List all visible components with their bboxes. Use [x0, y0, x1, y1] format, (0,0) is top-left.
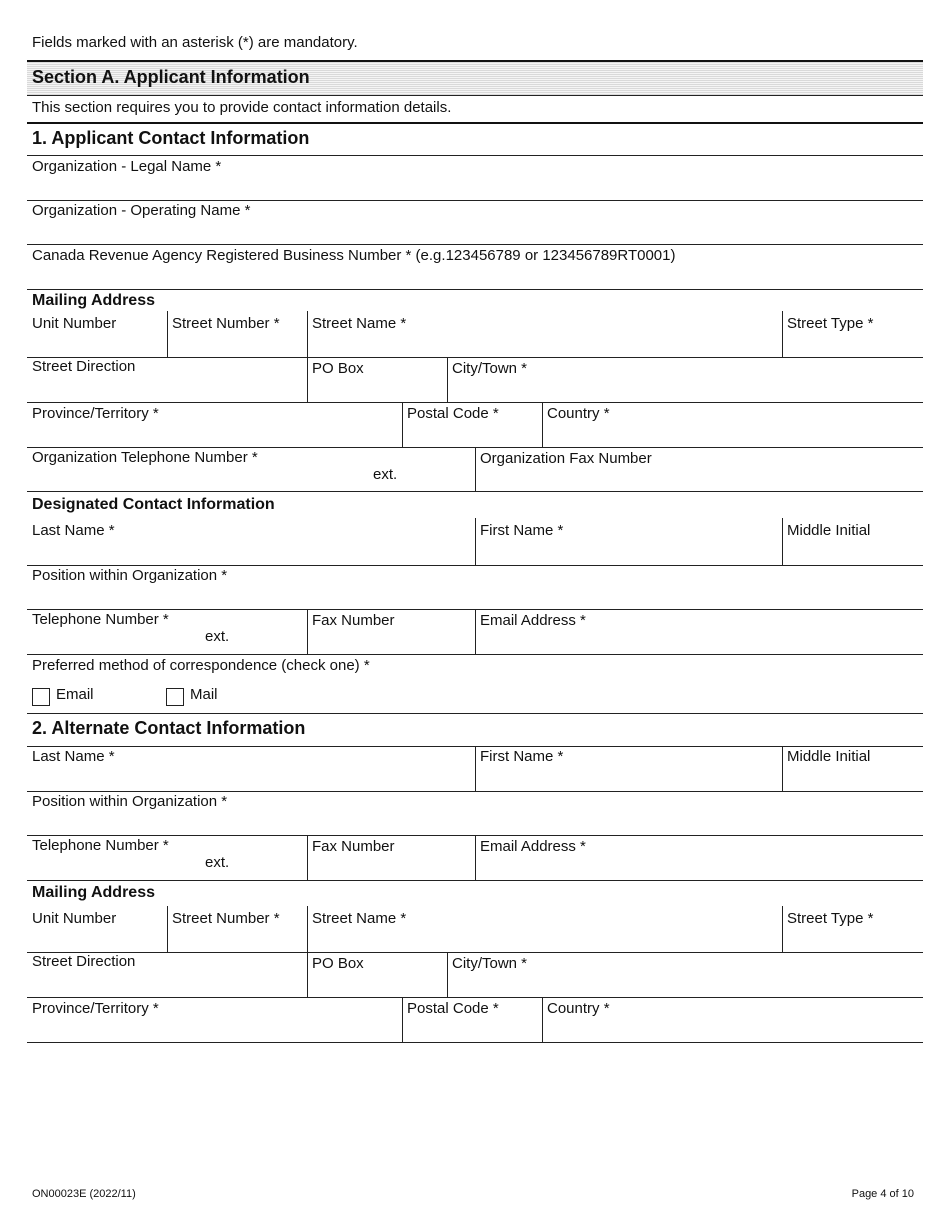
divider — [475, 835, 476, 880]
divider — [27, 791, 923, 792]
alt-country-label: Country * — [547, 1000, 610, 1017]
divider — [542, 997, 543, 1042]
page-number: Page 4 of 10 — [851, 1188, 914, 1200]
alt-ext-label: ext. — [205, 854, 230, 871]
mailing-address-heading: Mailing Address — [32, 292, 155, 309]
divider — [27, 880, 923, 881]
ext-label: ext. — [373, 466, 398, 483]
country-label: Country * — [547, 405, 610, 422]
divider — [27, 200, 923, 201]
fax-label: Fax Number — [312, 612, 395, 629]
operating-name-field[interactable] — [27, 221, 923, 243]
mail-option-label: Mail — [190, 686, 218, 703]
alt-unit-number-label: Unit Number — [32, 910, 117, 927]
alt-middle-initial-label: Middle Initial — [787, 748, 871, 765]
org-fax-label: Organization Fax Number — [480, 450, 652, 467]
section-a-description: This section requires you to provide contact information details. — [32, 99, 452, 116]
section-a-title: Section A. Applicant Information — [32, 67, 310, 87]
divider — [27, 402, 923, 403]
street-number-label: Street Number * — [172, 315, 280, 332]
street-type-label: Street Type * — [787, 315, 874, 332]
divider — [27, 565, 923, 566]
divider — [27, 357, 923, 358]
divider — [27, 289, 923, 290]
alt-street-direction-label: Street Direction — [32, 953, 136, 970]
street-name-label: Street Name * — [312, 315, 407, 332]
divider — [782, 746, 783, 791]
alt-mailing-address-heading: Mailing Address — [32, 884, 155, 901]
divider — [27, 997, 923, 998]
divider — [27, 155, 923, 156]
divider — [475, 518, 476, 565]
divider — [402, 997, 403, 1042]
alt-last-name-label: Last Name * — [32, 748, 115, 765]
divider — [27, 491, 923, 492]
alt-first-name-label: First Name * — [480, 748, 564, 765]
divider — [542, 402, 543, 447]
mail-checkbox[interactable] — [166, 688, 184, 706]
po-box-label: PO Box — [312, 360, 364, 377]
unit-number-label: Unit Number — [32, 315, 117, 332]
middle-initial-label: Middle Initial — [787, 522, 871, 539]
street-direction-label: Street Direction — [32, 358, 136, 375]
divider — [27, 244, 923, 245]
alt-province-label: Province/Territory * — [32, 1000, 159, 1017]
divider — [782, 518, 783, 565]
legal-name-label: Organization - Legal Name * — [32, 158, 222, 175]
divider — [307, 835, 308, 880]
divider — [27, 95, 923, 96]
alt-email-label: Email Address * — [480, 838, 586, 855]
divider — [27, 713, 923, 714]
divider — [27, 122, 923, 124]
divider — [27, 1042, 923, 1043]
postal-code-label: Postal Code * — [407, 405, 499, 422]
org-telephone-label: Organization Telephone Number * — [32, 449, 258, 466]
first-name-label: First Name * — [480, 522, 564, 539]
part-2-title: 2. Alternate Contact Information — [32, 718, 306, 738]
alt-telephone-label: Telephone Number * — [32, 837, 169, 854]
business-number-label: Canada Revenue Agency Registered Business Number * (e.g.123456789 or 123456789RT0001) — [32, 247, 676, 264]
alt-position-label: Position within Organization * — [32, 793, 228, 810]
telephone-label: Telephone Number * — [32, 611, 169, 628]
designated-contact-heading: Designated Contact Information — [32, 496, 275, 513]
divider — [167, 906, 168, 952]
divider — [447, 357, 448, 402]
last-name-label: Last Name * — [32, 522, 115, 539]
divider — [782, 311, 783, 357]
alt-street-type-label: Street Type * — [787, 910, 874, 927]
divider — [782, 906, 783, 952]
divider — [475, 447, 476, 492]
business-number-field[interactable] — [27, 266, 923, 288]
operating-name-label: Organization - Operating Name * — [32, 202, 251, 219]
alt-street-number-label: Street Number * — [172, 910, 280, 927]
part-1-title: 1. Applicant Contact Information — [32, 128, 310, 148]
preferred-method-label: Preferred method of correspondence (check one) * — [32, 657, 370, 674]
divider — [475, 609, 476, 654]
alt-po-box-label: PO Box — [312, 955, 364, 972]
divider — [475, 746, 476, 791]
mandatory-note: Fields marked with an asterisk (*) are mandatory. — [32, 34, 358, 51]
divider — [167, 311, 168, 357]
city-label: City/Town * — [452, 360, 528, 377]
legal-name-field[interactable] — [27, 176, 923, 198]
province-label: Province/Territory * — [32, 405, 159, 422]
alt-city-label: City/Town * — [452, 955, 528, 972]
alt-postal-code-label: Postal Code * — [407, 1000, 499, 1017]
divider — [447, 952, 448, 997]
divider — [402, 402, 403, 447]
position-label: Position within Organization * — [32, 567, 228, 584]
divider — [27, 654, 923, 655]
ext-label: ext. — [205, 628, 230, 645]
form-number: ON00023E (2022/11) — [32, 1188, 136, 1200]
divider — [307, 609, 308, 654]
divider — [27, 952, 923, 953]
email-checkbox[interactable] — [32, 688, 50, 706]
alt-street-name-label: Street Name * — [312, 910, 407, 927]
email-option-label: Email — [56, 686, 94, 703]
email-label: Email Address * — [480, 612, 586, 629]
alt-fax-label: Fax Number — [312, 838, 395, 855]
